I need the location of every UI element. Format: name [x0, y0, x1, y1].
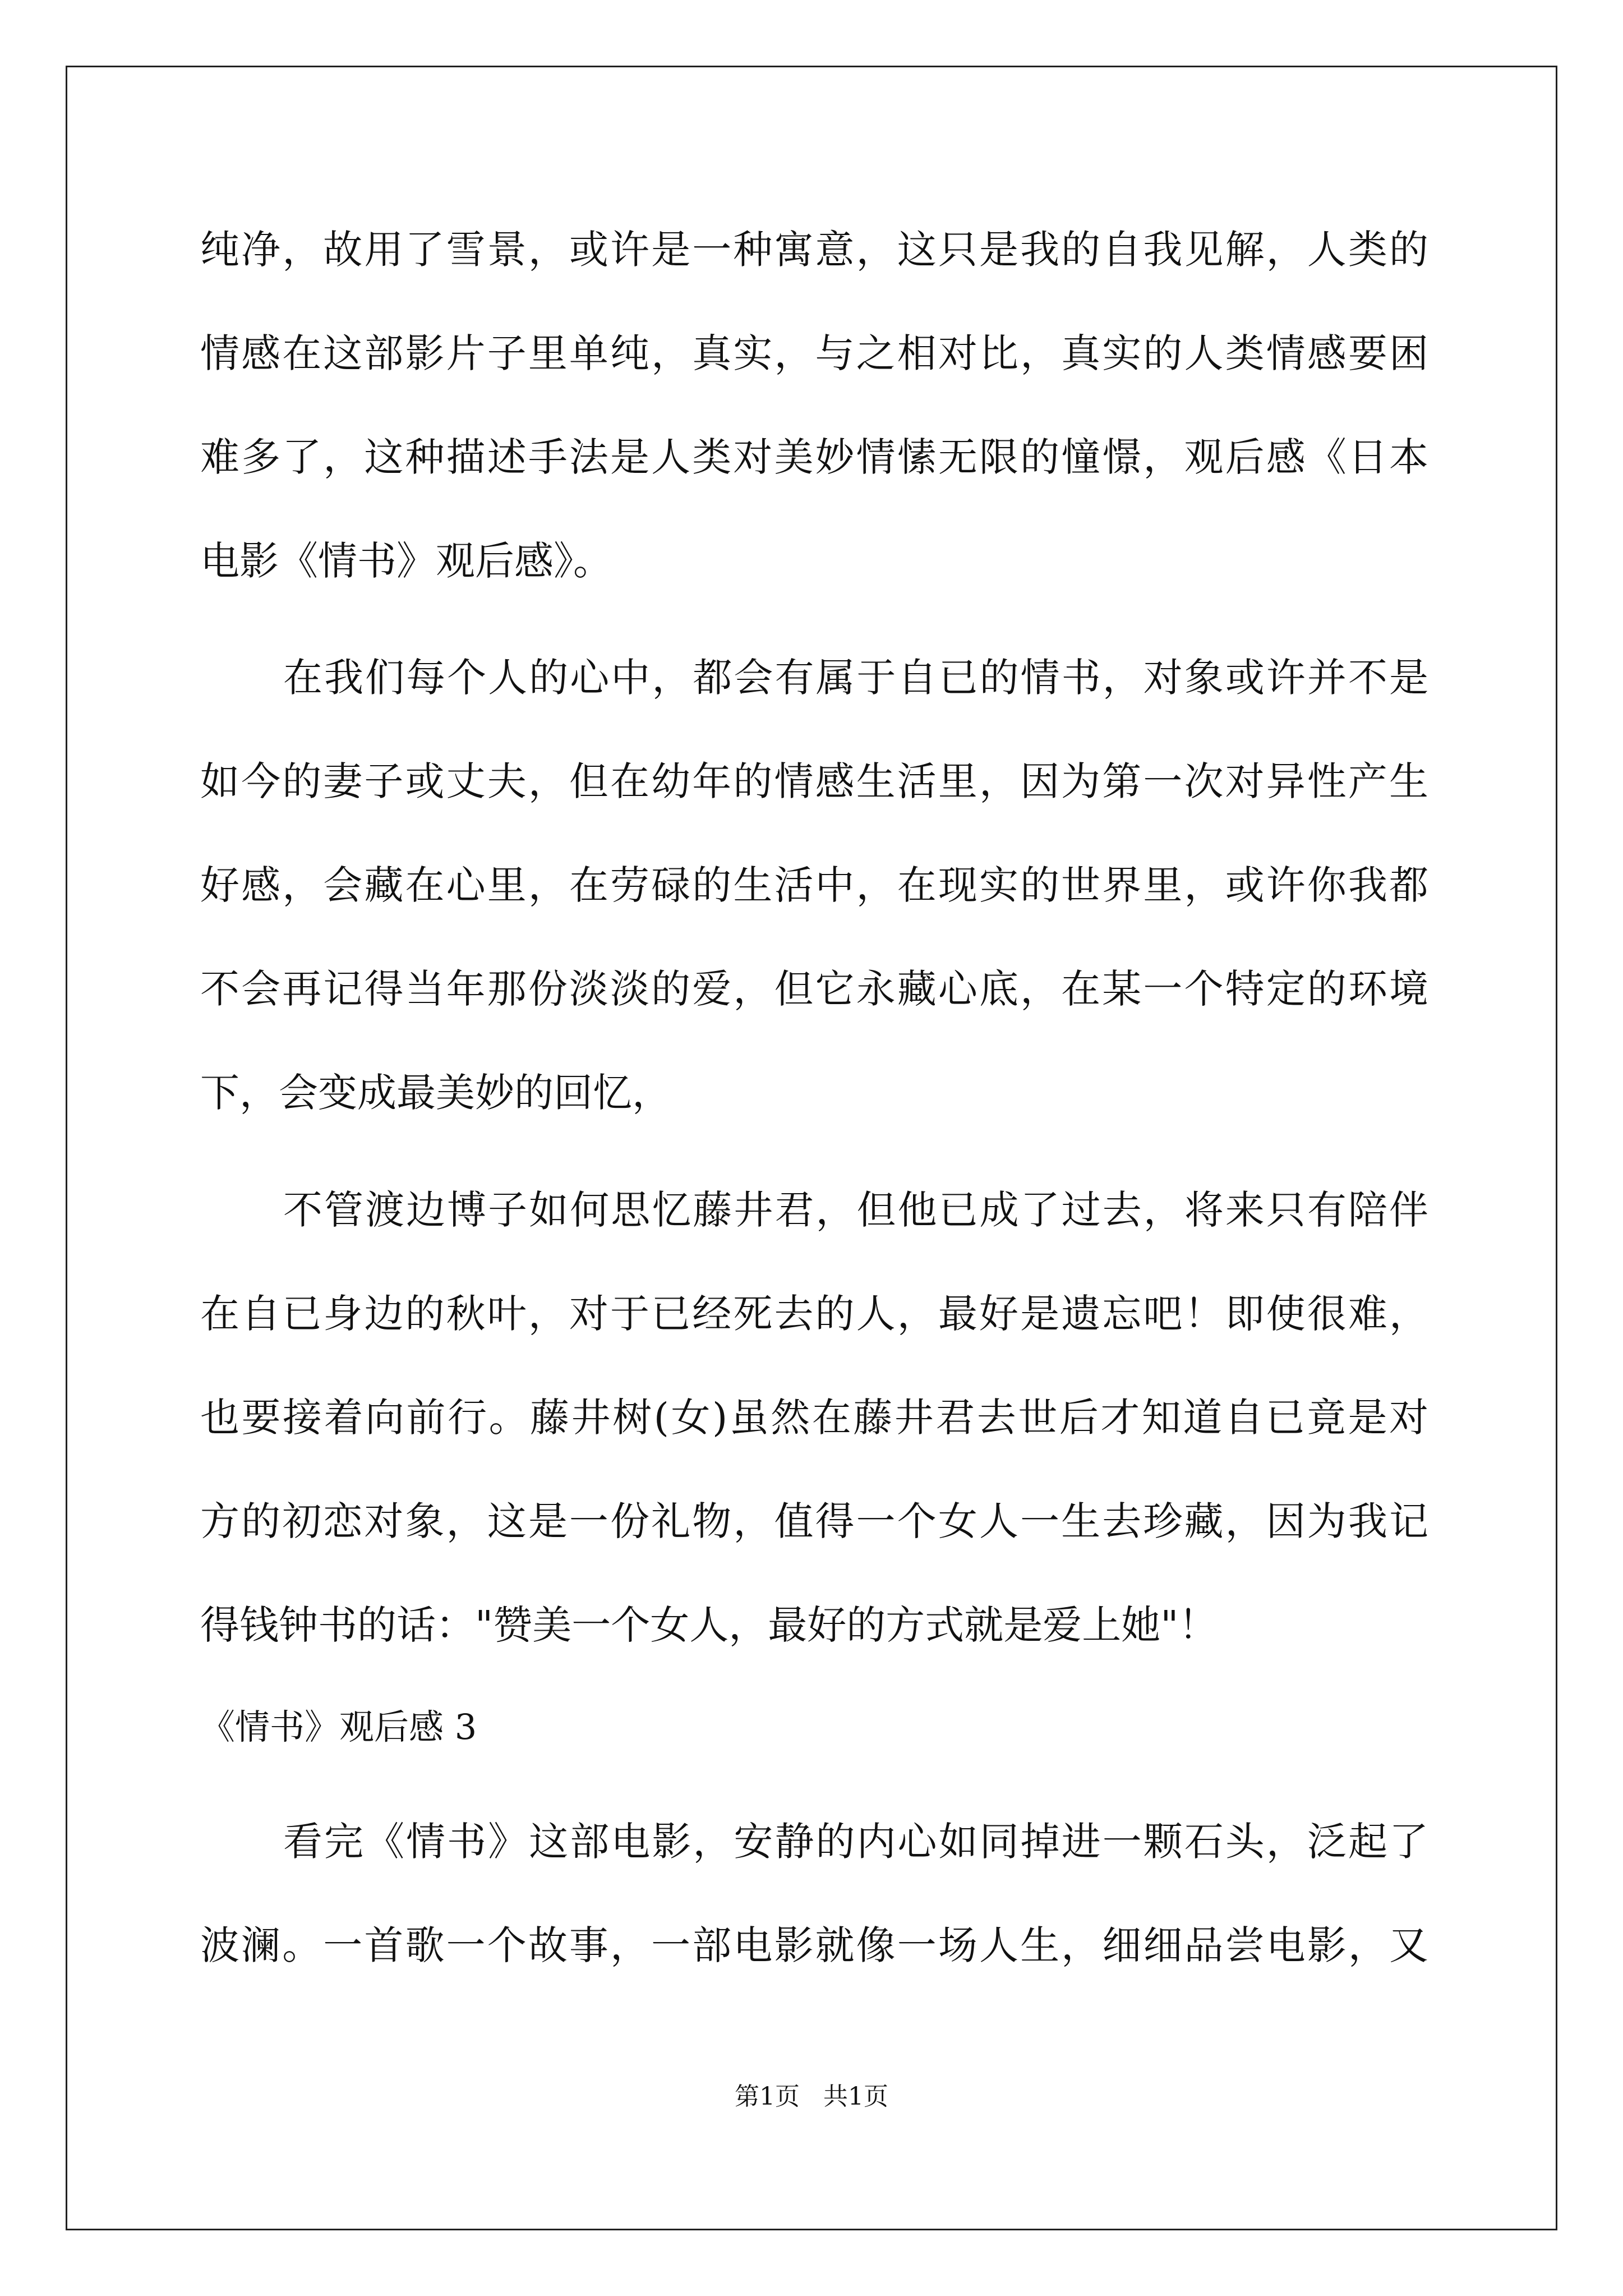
paragraph-2-line-5: 下，会变成最美妙的回忆，	[200, 1070, 671, 1116]
paragraph-3-line-1: 不管渡边博子如何思忆藤井君，但他已成了过去，将来只有陪伴	[283, 1187, 1428, 1233]
section-heading: 《情书》观后感 3	[200, 1706, 477, 1747]
paragraph-1-line-1: 纯净，故用了雪景，或许是一种寓意，这只是我的自我见解，人类的	[200, 227, 1428, 273]
paragraph-3-line-5: 得钱钟书的话："赞美一个女人，最好的方式就是爱上她"！	[200, 1602, 1218, 1648]
paragraph-1-line-2: 情感在这部影片子里单纯，真实，与之相对比，真实的人类情感要困	[200, 330, 1428, 376]
paragraph-2-line-4: 不会再记得当年那份淡淡的爱，但它永藏心底，在某一个特定的环境	[200, 966, 1428, 1012]
paragraph-2-line-2: 如今的妻子或丈夫，但在幼年的情感生活里，因为第一次对异性产生	[200, 758, 1428, 804]
paragraph-2-line-3: 好感，会藏在心里，在劳碌的生活中，在现实的世界里，或许你我都	[200, 862, 1428, 908]
page-number-footer: 第1页 共1页	[735, 2082, 888, 2111]
paragraph-2-line-1: 在我们每个人的心中，都会有属于自已的情书，对象或许并不是	[283, 655, 1428, 701]
paragraph-1-line-3: 难多了，这种描述手法是人类对美妙情愫无限的憧憬，观后感《日本	[200, 434, 1428, 480]
paragraph-3-line-2: 在自已身边的秋叶，对于已经死去的人，最好是遗忘吧！即使很难，	[200, 1291, 1428, 1337]
page-border	[66, 66, 1557, 2230]
paragraph-4-line-1: 看完《情书》这部电影，安静的内心如同掉进一颗石头，泛起了	[283, 1819, 1428, 1865]
paragraph-3-line-3: 也要接着向前行。藤井树(女)虽然在藤井君去世后才知道自已竟是对	[200, 1395, 1428, 1441]
paragraph-4-line-2: 波澜。一首歌一个故事，一部电影就像一场人生，细细品尝电影，又	[200, 1922, 1428, 1968]
paragraph-3-line-4: 方的初恋对象，这是一份礼物，值得一个女人一生去珍藏，因为我记	[200, 1498, 1428, 1544]
paragraph-1-line-4: 电影《情书》观后感》。	[200, 538, 612, 584]
